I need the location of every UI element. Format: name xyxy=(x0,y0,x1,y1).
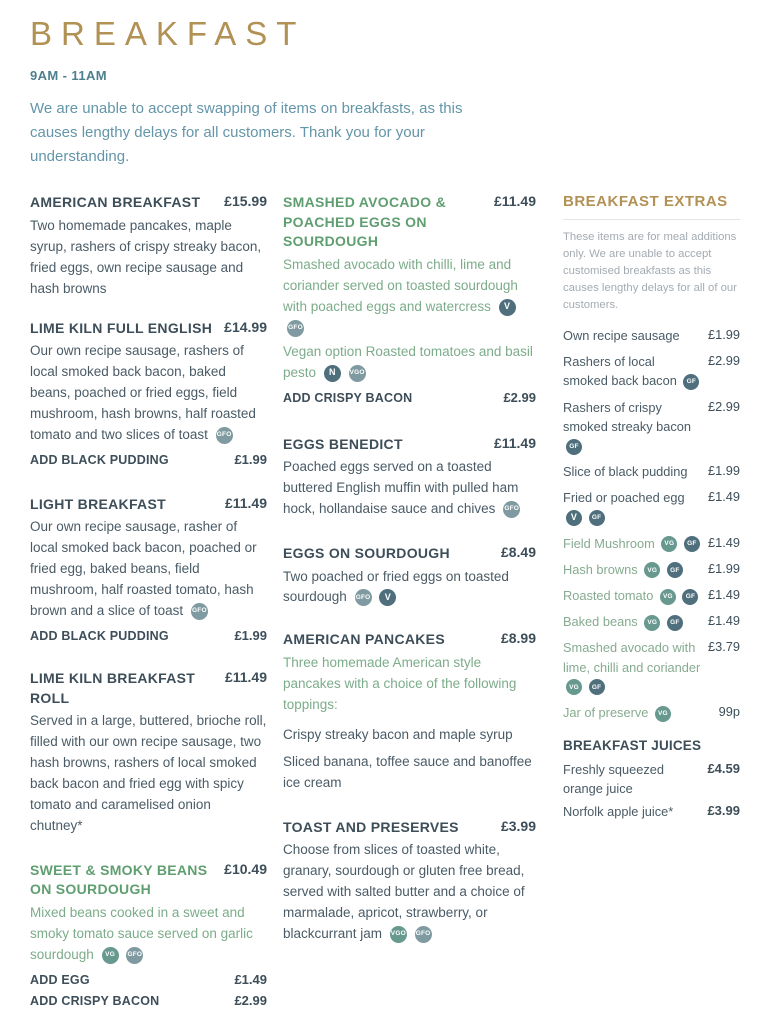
vegetarian-badge: V xyxy=(499,299,516,316)
gluten-free-badge: GF xyxy=(667,562,683,578)
vegan-badge: VG xyxy=(644,615,660,631)
dish-price: £11.49 xyxy=(224,494,267,511)
dish-description: Three homemade American style pancakes with a choice of the following toppings: xyxy=(283,655,517,712)
extra-item: Hash browns VG GF £1.99 xyxy=(563,560,740,577)
page-title: BREAKFAST xyxy=(30,15,306,52)
topping-option: Crispy streaky bacon and maple syrup xyxy=(283,726,513,742)
menu-column-right xyxy=(563,193,740,1026)
menu-item-sweet-smoky-beans xyxy=(30,861,267,1008)
dish-price: £8.49 xyxy=(500,543,536,560)
dish-description: Served in a large, buttered, brioche roll, filled with our own recipe sausage, two hash browns, rashers of local smoked back bacon and fried egg with spicy tomato and caramelised onion chutney* xyxy=(30,713,267,833)
dish-price: £10.49 xyxy=(224,860,267,877)
extras-list xyxy=(563,326,740,722)
extra-price: 99p xyxy=(718,703,740,719)
extra-price: £1.99 xyxy=(707,560,740,576)
extra-item: Roasted tomato VG GF £1.49 xyxy=(563,587,740,604)
dish-price: £8.99 xyxy=(500,630,536,647)
addon-price: £2.99 xyxy=(234,992,267,1008)
extra-price: £1.99 xyxy=(707,463,740,479)
menu-item-american-pancakes xyxy=(283,630,536,793)
dish-name: LIME KILN BREAKFAST ROLL xyxy=(30,669,196,706)
juice-item: Freshly squeezed orange juice £4.59 xyxy=(563,761,740,796)
gluten-free-option-badge: GFO xyxy=(503,501,520,518)
dish-description: Mixed beans cooked in a sweet and smoky tomato sauce served on garlic sourdough VG GFO xyxy=(30,904,253,962)
dish-name: SMASHED AVOCADO & POACHED EGGS ON SOURDOUGH xyxy=(283,194,446,250)
addon-row xyxy=(30,628,267,643)
extra-item: Rashers of crispy smoked streaky bacon GF £2.99 xyxy=(563,398,740,456)
nuts-badge: N xyxy=(324,365,341,382)
extra-price: £1.49 xyxy=(707,489,740,505)
addon-price: £1.49 xyxy=(234,971,267,987)
juice-price: £3.99 xyxy=(707,803,740,819)
dish-price: £15.99 xyxy=(224,193,267,210)
extra-price: £2.99 xyxy=(707,353,740,369)
dish-description: Two homemade pancakes, maple syrup, rashers of crispy streaky bacon, fried eggs, own recipe sausage and hash browns xyxy=(30,217,262,296)
topping-option: Sliced banana, toffee sauce and banoffee ice cream xyxy=(283,753,532,790)
dish-description: Our own recipe sausage, rasher of local smoked back bacon, poached or fried egg, baked beans, field mushroom, half roasted tomato, hash brown and a slice of toast GFO xyxy=(30,519,257,619)
dish-description: Smashed avocado with chilli, lime and coriander served on toasted sourdough with poached eggs and watercress V GFO xyxy=(283,255,536,339)
gluten-free-badge: GF xyxy=(684,536,700,552)
vegan-option-badge: VGO xyxy=(390,926,407,943)
menu-item-toast-preserves xyxy=(283,818,536,945)
dish-price: £14.99 xyxy=(224,318,267,335)
vegan-badge: VG xyxy=(655,706,671,722)
extra-item: Fried or poached egg V GF £1.49 xyxy=(563,488,740,526)
addon-label: ADD BLACK PUDDING xyxy=(30,628,169,643)
dish-name: EGGS BENEDICT xyxy=(283,435,403,452)
gluten-free-option-badge: GFO xyxy=(415,926,432,943)
extra-price: £3.79 xyxy=(707,639,740,655)
dish-price: £11.49 xyxy=(493,434,536,451)
extras-note: These items are for meal additions only. We are unable to accept customised breakfasts as this causes lengthy delays for all of our customers. xyxy=(563,231,737,312)
extra-item: Smashed avocado with lime, chilli and coriander VG GF £3.79 xyxy=(563,638,740,696)
addon-row xyxy=(30,972,267,987)
swap-notice: We are unable to accept swapping of items on breakfasts, as this causes lengthy delays for all customers. Thank you for your understanding. xyxy=(30,100,463,166)
dish-name: EGGS ON SOURDOUGH xyxy=(283,544,450,561)
addon-label: ADD CRISPY BACON xyxy=(283,390,413,405)
menu-columns xyxy=(30,193,740,1026)
juice-item: Norfolk apple juice* £3.99 xyxy=(563,803,740,820)
vegan-option-badge: VGO xyxy=(349,365,366,382)
gluten-free-badge: GF xyxy=(566,439,582,455)
extra-price: £1.49 xyxy=(707,587,740,603)
menu-item-smashed-avocado xyxy=(283,193,536,404)
dish-name: LIGHT BREAKFAST xyxy=(30,495,166,512)
vegan-badge: VG xyxy=(644,562,660,578)
juices-title: BREAKFAST JUICES xyxy=(563,738,702,754)
extra-item: Field Mushroom VG GF £1.49 xyxy=(563,534,740,551)
breakfast-juices-section xyxy=(563,738,740,822)
gluten-free-option-badge: GFO xyxy=(216,427,233,444)
menu-item-eggs-on-sourdough xyxy=(283,544,536,608)
extra-price: £2.99 xyxy=(707,398,740,414)
extras-title: BREAKFAST EXTRAS xyxy=(563,193,740,220)
menu-item-american-breakfast xyxy=(30,193,267,299)
extra-price: £1.99 xyxy=(707,326,740,342)
vegan-badge: VG xyxy=(102,947,119,964)
dish-name: LIME KILN FULL ENGLISH xyxy=(30,319,213,336)
extra-item: Slice of black pudding £1.99 xyxy=(563,463,740,480)
gluten-free-badge: GF xyxy=(589,679,605,695)
addon-price: £1.99 xyxy=(234,627,267,643)
vegetarian-badge: V xyxy=(566,510,582,526)
juice-price: £4.59 xyxy=(707,761,740,777)
menu-item-light-breakfast xyxy=(30,495,267,643)
dish-name: AMERICAN PANCAKES xyxy=(283,631,445,648)
dish-description: Our own recipe sausage, rashers of local smoked back bacon, baked beans, poached or fried eggs, field mushroom, hash browns, half roasted tomato and two slices of toast GFO xyxy=(30,343,256,442)
extra-item: Own recipe sausage £1.99 xyxy=(563,326,740,343)
addon-price: £2.99 xyxy=(503,389,536,405)
addon-label: ADD EGG xyxy=(30,972,90,987)
menu-item-eggs-benedict xyxy=(283,435,536,520)
dish-price: £11.49 xyxy=(224,668,267,685)
menu-item-breakfast-roll xyxy=(30,669,267,837)
addon-label: ADD CRISPY BACON xyxy=(30,993,160,1008)
extra-item: Rashers of local smoked back bacon GF £2.99 xyxy=(563,353,740,389)
extra-price: £1.49 xyxy=(707,613,740,629)
extra-item: Baked beans VG GF £1.49 xyxy=(563,613,740,630)
dish-name: TOAST AND PRESERVES xyxy=(283,818,459,835)
menu-item-full-english xyxy=(30,319,267,467)
vegan-badge: VG xyxy=(660,589,676,605)
addon-price: £1.99 xyxy=(234,451,267,467)
addon-label: ADD BLACK PUDDING xyxy=(30,452,169,467)
gluten-free-option-badge: GFO xyxy=(191,603,208,620)
gluten-free-badge: GF xyxy=(682,589,698,605)
serving-hours: 9AM - 11AM xyxy=(30,68,107,84)
gluten-free-option-badge: GFO xyxy=(355,589,372,606)
dish-name: AMERICAN BREAKFAST xyxy=(30,194,201,211)
addon-row xyxy=(283,390,536,405)
vegan-badge: VG xyxy=(661,536,677,552)
gluten-free-option-badge: GFO xyxy=(126,947,143,964)
dish-price: £3.99 xyxy=(500,817,536,834)
dish-vegan-option: Vegan option Roasted tomatoes and basil pesto N VGO xyxy=(283,343,533,380)
menu-column-left xyxy=(30,193,267,1026)
gluten-free-option-badge: GFO xyxy=(287,320,304,337)
dish-description: Poached eggs served on a toasted buttered English muffin with pulled ham hock, hollandaise sauce and chives GFO xyxy=(283,459,519,517)
gluten-free-badge: GF xyxy=(667,615,683,631)
extra-price: £1.49 xyxy=(707,534,740,550)
addon-row xyxy=(30,452,267,467)
vegetarian-badge: V xyxy=(379,589,396,606)
dish-name: SWEET & SMOKY BEANS ON SOURDOUGH xyxy=(30,861,208,898)
gluten-free-badge: GF xyxy=(589,510,605,526)
dish-description: Choose from slices of toasted white, granary, sourdough or gluten free bread, served with salted butter and a choice of marmalade, apricot, strawberry, or blackcurrant jam VGO GFO xyxy=(283,842,525,941)
dish-price: £11.49 xyxy=(493,193,536,210)
dish-description: Two poached or fried eggs on toasted sourdough GFO V xyxy=(283,568,509,605)
addon-row xyxy=(30,993,267,1008)
gluten-free-badge: GF xyxy=(683,374,699,390)
menu-column-middle xyxy=(283,193,536,1026)
vegan-badge: VG xyxy=(566,679,582,695)
extra-item: Jar of preserve VG 99p xyxy=(563,703,740,720)
